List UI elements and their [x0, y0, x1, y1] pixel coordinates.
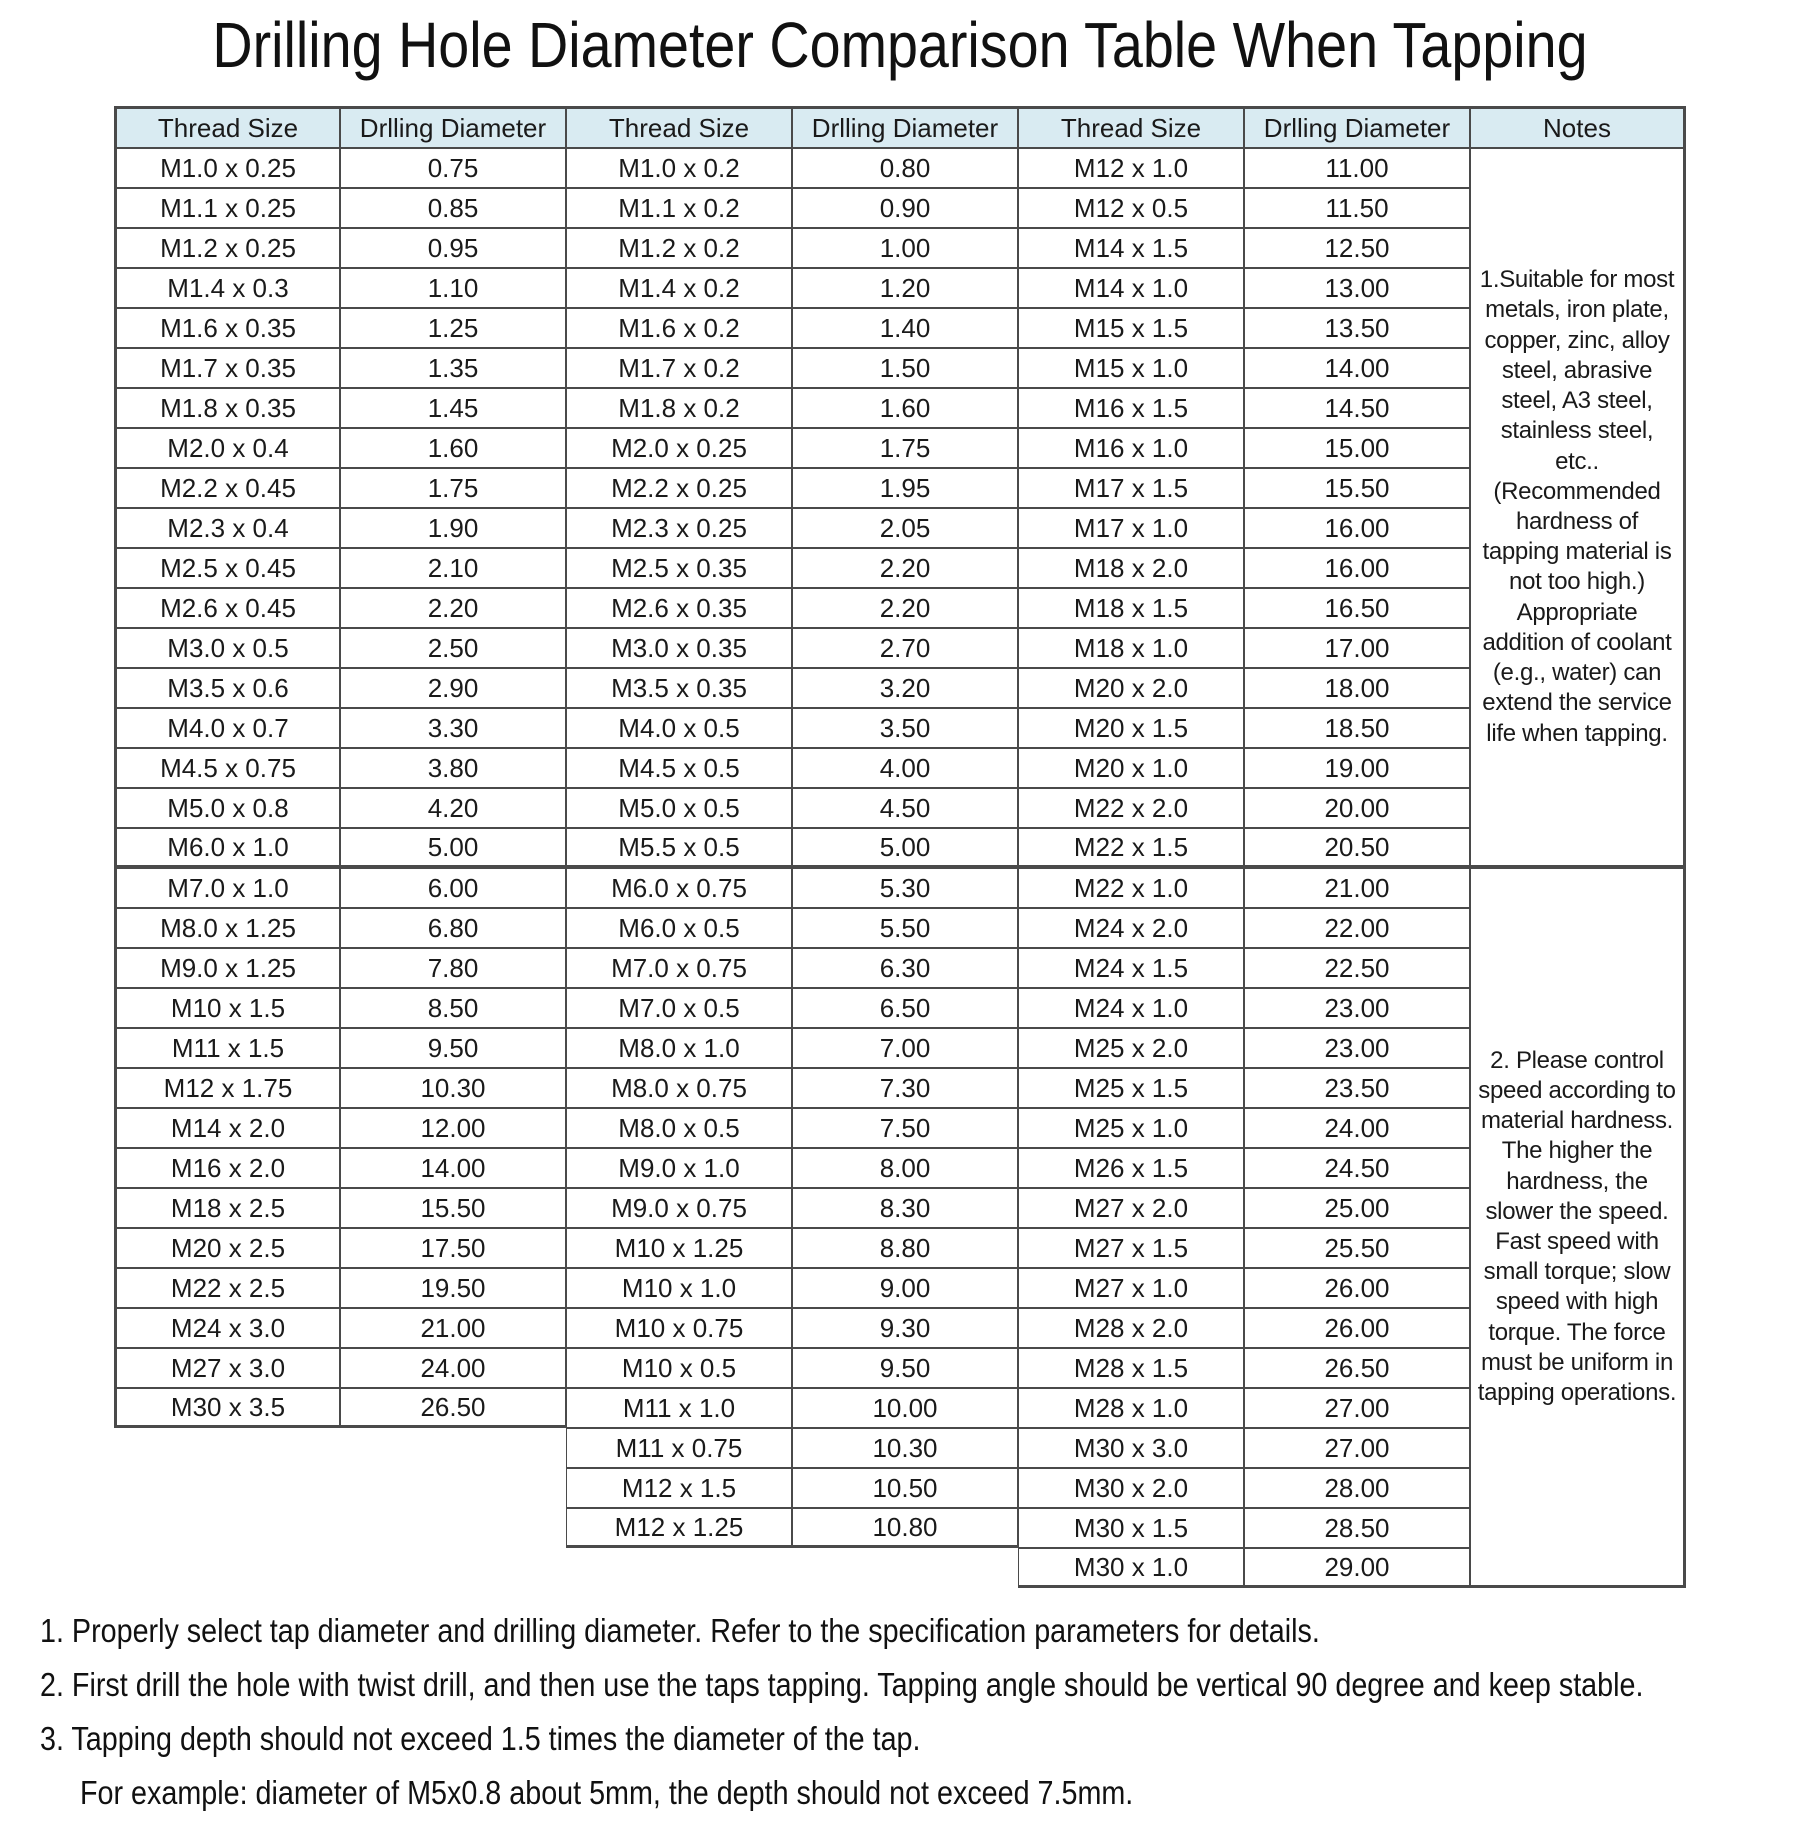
- drill-diameter-cell: 23.50: [1244, 1068, 1470, 1108]
- thread-size-cell: M28 x 1.0: [1018, 1388, 1244, 1428]
- thread-size-cell: M2.2 x 0.25: [566, 468, 792, 508]
- drill-diameter-cell: 2.05: [792, 508, 1018, 548]
- thread-size-cell: M2.5 x 0.45: [114, 548, 340, 588]
- drill-diameter-cell: 27.00: [1244, 1428, 1470, 1468]
- thread-size-cell: M22 x 2.5: [114, 1268, 340, 1308]
- footer-note-3: 3. Tapping depth should not exceed 1.5 times the diameter of the tap.: [40, 1720, 921, 1757]
- drill-diameter-cell: 1.35: [340, 348, 566, 388]
- drill-diameter-cell: 15.50: [340, 1188, 566, 1228]
- thread-size-cell: M24 x 3.0: [114, 1308, 340, 1348]
- thread-size-cell: M6.0 x 0.75: [566, 868, 792, 908]
- drill-diameter-cell: 8.50: [340, 988, 566, 1028]
- drill-diameter-cell: 11.00: [1244, 148, 1470, 188]
- drill-diameter-cell: 25.50: [1244, 1228, 1470, 1268]
- thread-size-cell: M10 x 1.0: [566, 1268, 792, 1308]
- drill-diameter-cell: 25.00: [1244, 1188, 1470, 1228]
- thread-size-cell: M3.0 x 0.35: [566, 628, 792, 668]
- drill-diameter-cell: 14.00: [1244, 348, 1470, 388]
- drill-diameter-cell: 3.20: [792, 668, 1018, 708]
- thread-size-cell: M11 x 0.75: [566, 1428, 792, 1468]
- drill-diameter-cell: 22.50: [1244, 948, 1470, 988]
- drill-diameter-cell: 24.00: [340, 1348, 566, 1388]
- thread-size-cell: M4.5 x 0.5: [566, 748, 792, 788]
- column-header-notes: Notes: [1470, 106, 1686, 148]
- thread-size-cell: M6.0 x 0.5: [566, 908, 792, 948]
- thread-size-cell: M18 x 1.5: [1018, 588, 1244, 628]
- thread-size-cell: M2.6 x 0.45: [114, 588, 340, 628]
- drill-diameter-cell: 0.90: [792, 188, 1018, 228]
- drill-diameter-cell: 7.80: [340, 948, 566, 988]
- thread-size-cell: M20 x 1.0: [1018, 748, 1244, 788]
- thread-size-cell: M30 x 3.0: [1018, 1428, 1244, 1468]
- drill-diameter-cell: 16.50: [1244, 588, 1470, 628]
- drill-diameter-cell: 1.10: [340, 268, 566, 308]
- thread-size-cell: M6.0 x 1.0: [114, 828, 340, 868]
- drill-diameter-cell: 14.50: [1244, 388, 1470, 428]
- drill-diameter-cell: 7.00: [792, 1028, 1018, 1068]
- thread-size-cell: M7.0 x 0.75: [566, 948, 792, 988]
- drill-diameter-cell: 0.75: [340, 148, 566, 188]
- drill-diameter-cell: 24.50: [1244, 1148, 1470, 1188]
- thread-size-cell: M12 x 0.5: [1018, 188, 1244, 228]
- page-title: Drilling Hole Diameter Comparison Table When Tapping: [212, 9, 1588, 81]
- thread-size-cell: M9.0 x 1.0: [566, 1148, 792, 1188]
- drill-diameter-cell: 7.50: [792, 1108, 1018, 1148]
- thread-size-cell: M25 x 2.0: [1018, 1028, 1244, 1068]
- drill-diameter-cell: 24.00: [1244, 1108, 1470, 1148]
- drill-diameter-cell: 21.00: [1244, 868, 1470, 908]
- thread-size-cell: M2.0 x 0.4: [114, 428, 340, 468]
- thread-size-cell: M16 x 1.0: [1018, 428, 1244, 468]
- drill-diameter-cell: 1.60: [792, 388, 1018, 428]
- drill-diameter-cell: 26.00: [1244, 1308, 1470, 1348]
- drill-diameter-cell: 0.80: [792, 148, 1018, 188]
- drill-diameter-cell: 28.50: [1244, 1508, 1470, 1548]
- drill-diameter-cell: 4.20: [340, 788, 566, 828]
- drill-diameter-cell: 13.00: [1244, 268, 1470, 308]
- drill-diameter-cell: 10.50: [792, 1468, 1018, 1508]
- drill-diameter-cell: 14.00: [340, 1148, 566, 1188]
- thread-size-cell: M30 x 1.5: [1018, 1508, 1244, 1548]
- drill-diameter-cell: 2.50: [340, 628, 566, 668]
- thread-size-cell: M11 x 1.0: [566, 1388, 792, 1428]
- drill-diameter-cell: 2.20: [792, 548, 1018, 588]
- thread-size-cell: M12 x 1.0: [1018, 148, 1244, 188]
- column-header-drill-diameter-1: Drlling Diameter: [340, 106, 566, 148]
- thread-size-cell: M4.0 x 0.5: [566, 708, 792, 748]
- thread-size-cell: M11 x 1.5: [114, 1028, 340, 1068]
- drill-diameter-cell: 9.50: [340, 1028, 566, 1068]
- thread-size-cell: M14 x 1.5: [1018, 228, 1244, 268]
- thread-size-cell: M30 x 3.5: [114, 1388, 340, 1428]
- thread-size-cell: M30 x 2.0: [1018, 1468, 1244, 1508]
- column-header-thread-size-1: Thread Size: [114, 106, 340, 148]
- thread-size-cell: M24 x 2.0: [1018, 908, 1244, 948]
- thread-size-cell: M1.7 x 0.2: [566, 348, 792, 388]
- thread-size-cell: M8.0 x 1.0: [566, 1028, 792, 1068]
- drill-diameter-cell: 0.85: [340, 188, 566, 228]
- drill-diameter-cell: 12.50: [1244, 228, 1470, 268]
- drill-diameter-cell: 22.00: [1244, 908, 1470, 948]
- drill-diameter-cell: 15.50: [1244, 468, 1470, 508]
- thread-size-cell: M27 x 3.0: [114, 1348, 340, 1388]
- thread-size-cell: M24 x 1.0: [1018, 988, 1244, 1028]
- thread-size-cell: M10 x 1.5: [114, 988, 340, 1028]
- thread-size-cell: M3.0 x 0.5: [114, 628, 340, 668]
- drill-diameter-cell: 29.00: [1244, 1548, 1470, 1588]
- thread-size-cell: M1.2 x 0.25: [114, 228, 340, 268]
- drill-diameter-cell: 11.50: [1244, 188, 1470, 228]
- drill-diameter-cell: 19.00: [1244, 748, 1470, 788]
- drill-diameter-cell: 1.75: [792, 428, 1018, 468]
- thread-size-cell: M4.0 x 0.7: [114, 708, 340, 748]
- drill-diameter-cell: 21.00: [340, 1308, 566, 1348]
- column-header-drill-diameter-2: Drlling Diameter: [792, 106, 1018, 148]
- drill-diameter-cell: 26.00: [1244, 1268, 1470, 1308]
- drill-diameter-cell: 1.20: [792, 268, 1018, 308]
- footer-notes: [40, 1614, 1800, 1830]
- drill-diameter-cell: 1.40: [792, 308, 1018, 348]
- drill-diameter-cell: 1.45: [340, 388, 566, 428]
- thread-size-cell: M17 x 1.0: [1018, 508, 1244, 548]
- drill-diameter-cell: 16.00: [1244, 548, 1470, 588]
- thread-size-cell: M20 x 1.5: [1018, 708, 1244, 748]
- drill-diameter-cell: 5.00: [792, 828, 1018, 868]
- drill-diameter-cell: 2.10: [340, 548, 566, 588]
- drill-diameter-cell: 16.00: [1244, 508, 1470, 548]
- drill-diameter-cell: 1.00: [792, 228, 1018, 268]
- drill-diameter-cell: 1.25: [340, 308, 566, 348]
- column-header-thread-size-2: Thread Size: [566, 106, 792, 148]
- drill-diameter-cell: 23.00: [1244, 1028, 1470, 1068]
- thread-size-cell: M25 x 1.0: [1018, 1108, 1244, 1148]
- drill-diameter-cell: 7.30: [792, 1068, 1018, 1108]
- drill-diameter-cell: 18.50: [1244, 708, 1470, 748]
- drill-diameter-cell: 13.50: [1244, 308, 1470, 348]
- thread-size-cell: M26 x 1.5: [1018, 1148, 1244, 1188]
- thread-size-cell: M4.5 x 0.75: [114, 748, 340, 788]
- thread-size-cell: M18 x 1.0: [1018, 628, 1244, 668]
- thread-size-cell: M1.4 x 0.2: [566, 268, 792, 308]
- thread-size-cell: M9.0 x 0.75: [566, 1188, 792, 1228]
- thread-size-cell: M9.0 x 1.25: [114, 948, 340, 988]
- thread-size-cell: M24 x 1.5: [1018, 948, 1244, 988]
- thread-size-cell: M8.0 x 0.75: [566, 1068, 792, 1108]
- drill-diameter-cell: 26.50: [1244, 1348, 1470, 1388]
- column-header-drill-diameter-3: Drlling Diameter: [1244, 106, 1470, 148]
- footer-note-2: 2. First drill the hole with twist drill, and then use the taps tapping. Tapping angle should be vertical 90 degree and keep stable.: [40, 1666, 1644, 1703]
- thread-size-cell: M1.0 x 0.25: [114, 148, 340, 188]
- drill-diameter-cell: 5.50: [792, 908, 1018, 948]
- thread-size-cell: M18 x 2.0: [1018, 548, 1244, 588]
- thread-size-cell: M10 x 1.25: [566, 1228, 792, 1268]
- thread-size-cell: M20 x 2.0: [1018, 668, 1244, 708]
- drill-diameter-cell: 0.95: [340, 228, 566, 268]
- drill-diameter-cell: 17.50: [340, 1228, 566, 1268]
- drill-diameter-cell: 17.00: [1244, 628, 1470, 668]
- thread-size-cell: M12 x 1.25: [566, 1508, 792, 1548]
- drill-diameter-cell: 9.30: [792, 1308, 1018, 1348]
- thread-size-cell: M27 x 2.0: [1018, 1188, 1244, 1228]
- thread-size-cell: M10 x 0.5: [566, 1348, 792, 1388]
- drill-diameter-cell: 9.00: [792, 1268, 1018, 1308]
- thread-size-cell: M12 x 1.5: [566, 1468, 792, 1508]
- drill-diameter-cell: 9.50: [792, 1348, 1018, 1388]
- drill-diameter-cell: 4.50: [792, 788, 1018, 828]
- column-header-thread-size-3: Thread Size: [1018, 106, 1244, 148]
- thread-size-cell: M1.8 x 0.2: [566, 388, 792, 428]
- thread-size-cell: M1.8 x 0.35: [114, 388, 340, 428]
- drill-diameter-cell: 1.75: [340, 468, 566, 508]
- thread-size-cell: M28 x 2.0: [1018, 1308, 1244, 1348]
- thread-size-cell: M15 x 1.5: [1018, 308, 1244, 348]
- thread-size-cell: M12 x 1.75: [114, 1068, 340, 1108]
- thread-size-cell: M2.3 x 0.25: [566, 508, 792, 548]
- drill-diameter-cell: 28.00: [1244, 1468, 1470, 1508]
- drill-diameter-cell: 6.80: [340, 908, 566, 948]
- drill-diameter-cell: 1.60: [340, 428, 566, 468]
- drill-diameter-cell: 6.00: [340, 868, 566, 908]
- thread-size-cell: M16 x 2.0: [114, 1148, 340, 1188]
- thread-size-cell: M18 x 2.5: [114, 1188, 340, 1228]
- drill-diameter-cell: 8.00: [792, 1148, 1018, 1188]
- thread-size-cell: M22 x 1.5: [1018, 828, 1244, 868]
- footer-note-1: 1. Properly select tap diameter and drilling diameter. Refer to the specification parameters for details.: [40, 1612, 1320, 1649]
- drill-diameter-cell: 10.30: [340, 1068, 566, 1108]
- thread-size-cell: M2.2 x 0.45: [114, 468, 340, 508]
- thread-size-cell: M1.6 x 0.35: [114, 308, 340, 348]
- thread-size-cell: M2.0 x 0.25: [566, 428, 792, 468]
- thread-size-cell: M28 x 1.5: [1018, 1348, 1244, 1388]
- drill-diameter-cell: 1.95: [792, 468, 1018, 508]
- thread-size-cell: M1.4 x 0.3: [114, 268, 340, 308]
- drill-diameter-cell: 18.00: [1244, 668, 1470, 708]
- thread-size-cell: M14 x 1.0: [1018, 268, 1244, 308]
- thread-size-cell: M14 x 2.0: [114, 1108, 340, 1148]
- comparison-table: [114, 106, 1686, 1588]
- drill-diameter-cell: 20.00: [1244, 788, 1470, 828]
- drill-diameter-cell: 10.30: [792, 1428, 1018, 1468]
- thread-size-cell: M7.0 x 1.0: [114, 868, 340, 908]
- thread-size-cell: M5.0 x 0.8: [114, 788, 340, 828]
- thread-size-cell: M1.7 x 0.35: [114, 348, 340, 388]
- drill-diameter-cell: 1.90: [340, 508, 566, 548]
- thread-size-cell: M5.5 x 0.5: [566, 828, 792, 868]
- thread-size-cell: M22 x 1.0: [1018, 868, 1244, 908]
- drill-diameter-cell: 3.80: [340, 748, 566, 788]
- drill-diameter-cell: 15.00: [1244, 428, 1470, 468]
- thread-size-cell: M15 x 1.0: [1018, 348, 1244, 388]
- thread-size-cell: M8.0 x 0.5: [566, 1108, 792, 1148]
- thread-size-cell: M25 x 1.5: [1018, 1068, 1244, 1108]
- footer-note-example: For example: diameter of M5x0.8 about 5mm, the depth should not exceed 7.5mm.: [80, 1774, 1134, 1811]
- drill-diameter-cell: 23.00: [1244, 988, 1470, 1028]
- thread-size-cell: M10 x 0.75: [566, 1308, 792, 1348]
- thread-size-cell: M16 x 1.5: [1018, 388, 1244, 428]
- drill-diameter-cell: 3.50: [792, 708, 1018, 748]
- thread-size-cell: M8.0 x 1.25: [114, 908, 340, 948]
- drill-diameter-cell: 6.50: [792, 988, 1018, 1028]
- drill-diameter-cell: 26.50: [340, 1388, 566, 1428]
- thread-size-cell: M27 x 1.5: [1018, 1228, 1244, 1268]
- thread-size-cell: M1.0 x 0.2: [566, 148, 792, 188]
- thread-size-cell: M22 x 2.0: [1018, 788, 1244, 828]
- thread-size-cell: M1.2 x 0.2: [566, 228, 792, 268]
- notes-cell-2: 2. Please control speed according to material hardness. The higher the hardness, the slower the speed. Fast speed with small torque; slow speed with high torque. The force must be uniform in tapping operations.: [1470, 868, 1686, 1588]
- drill-diameter-cell: 1.50: [792, 348, 1018, 388]
- drill-diameter-cell: 10.80: [792, 1508, 1018, 1548]
- thread-size-cell: M3.5 x 0.6: [114, 668, 340, 708]
- drill-diameter-cell: 19.50: [340, 1268, 566, 1308]
- notes-cell-1: 1.Suitable for most metals, iron plate, copper, zinc, alloy steel, abrasive steel, A3 steel, stainless steel, etc..(Recommended hardness of tapping material is not too high.) Appropriate addition of coolant (e.g., water) can extend the service life when tapping.: [1470, 148, 1686, 868]
- drill-diameter-cell: 10.00: [792, 1388, 1018, 1428]
- thread-size-cell: M1.1 x 0.2: [566, 188, 792, 228]
- drill-diameter-cell: 5.00: [340, 828, 566, 868]
- thread-size-cell: M2.5 x 0.35: [566, 548, 792, 588]
- drill-diameter-cell: 8.30: [792, 1188, 1018, 1228]
- drill-diameter-cell: 12.00: [340, 1108, 566, 1148]
- thread-size-cell: M1.1 x 0.25: [114, 188, 340, 228]
- thread-size-cell: M30 x 1.0: [1018, 1548, 1244, 1588]
- drill-diameter-cell: 3.30: [340, 708, 566, 748]
- drill-diameter-cell: 6.30: [792, 948, 1018, 988]
- drill-diameter-cell: 20.50: [1244, 828, 1470, 868]
- drill-diameter-cell: 2.20: [340, 588, 566, 628]
- drill-diameter-cell: 4.00: [792, 748, 1018, 788]
- thread-size-cell: M3.5 x 0.35: [566, 668, 792, 708]
- drill-diameter-cell: 27.00: [1244, 1388, 1470, 1428]
- drill-diameter-cell: 2.20: [792, 588, 1018, 628]
- thread-size-cell: M27 x 1.0: [1018, 1268, 1244, 1308]
- thread-size-cell: M1.6 x 0.2: [566, 308, 792, 348]
- thread-size-cell: M7.0 x 0.5: [566, 988, 792, 1028]
- drill-diameter-cell: 8.80: [792, 1228, 1018, 1268]
- thread-size-cell: M5.0 x 0.5: [566, 788, 792, 828]
- drill-diameter-cell: 5.30: [792, 868, 1018, 908]
- thread-size-cell: M2.3 x 0.4: [114, 508, 340, 548]
- thread-size-cell: M2.6 x 0.35: [566, 588, 792, 628]
- drill-diameter-cell: 2.70: [792, 628, 1018, 668]
- drill-diameter-cell: 2.90: [340, 668, 566, 708]
- thread-size-cell: M17 x 1.5: [1018, 468, 1244, 508]
- thread-size-cell: M20 x 2.5: [114, 1228, 340, 1268]
